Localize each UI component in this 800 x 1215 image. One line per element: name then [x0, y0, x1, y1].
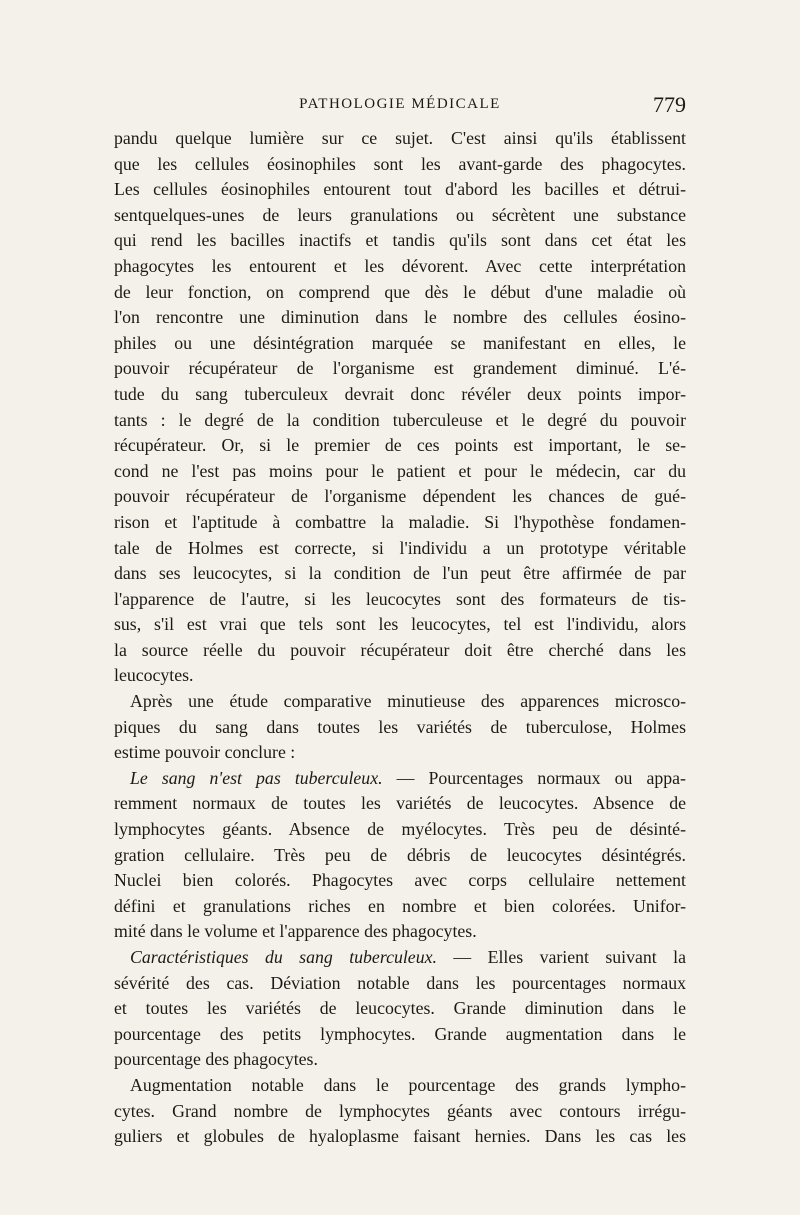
- italic-heading: Caractéristiques du sang tuberculeux.: [130, 947, 437, 967]
- text-line: Après une étude comparative minutieuse des apparences microsco-: [130, 691, 686, 712]
- text-line: gration cellulaire. Très peu de débris de leucocytes désintégrés.: [114, 844, 686, 865]
- text-line: philes ou une désintégration marquée se manifestant en elles, le: [114, 332, 686, 353]
- text-line: piques du sang dans toutes les variétés de tuberculose, Holmes: [114, 716, 686, 737]
- text-line: pouvoir récupérateur de l'organisme dépendent les chances de gué-: [114, 486, 686, 507]
- text-line: cond ne l'est pas moins pour le patient et pour le médecin, car du: [114, 460, 686, 481]
- text-line: rison et l'aptitude à combattre la maladie. Si l'hypothèse fondamen-: [114, 511, 686, 532]
- text-line: sévérité des cas. Déviation notable dans les pourcentages normaux: [114, 972, 686, 993]
- text-line: [114, 945, 686, 971]
- text-line: Augmentation notable dans le pourcentage des grands lympho-: [130, 1074, 686, 1095]
- text-line: mité dans le volume et l'apparence des phagocytes.: [114, 921, 477, 942]
- text-line: récupérateur. Or, si le premier de ces points est important, le se-: [114, 435, 686, 456]
- page-header: [114, 92, 686, 122]
- text-line: de leur fonction, on comprend que dès le début d'une maladie où: [114, 281, 686, 302]
- heading-continuation: — Pourcentages normaux ou appa-: [382, 767, 686, 788]
- text-line: leucocytes.: [114, 665, 194, 686]
- running-title: PATHOLOGIE MÉDICALE: [299, 96, 501, 112]
- text-line: qui rend les bacilles inactifs et tandis qu'ils sont dans cet état les: [114, 230, 686, 251]
- text-line: pouvoir récupérateur de l'organisme est grandement diminué. L'é-: [114, 358, 686, 379]
- text-line: dans ses leucocytes, si la condition de l'un peut être affirmée de par: [114, 563, 686, 584]
- text-line: la source réelle du pouvoir récupérateur doit être cherché dans les: [114, 639, 686, 660]
- text-line: tale de Holmes est correcte, si l'individu a un prototype véritable: [114, 537, 686, 558]
- text-line: lymphocytes géants. Absence de myélocytes. Très peu de désinté-: [114, 819, 686, 840]
- text-line: et toutes les variétés de leucocytes. Grande diminution dans le: [114, 998, 686, 1019]
- text-line: [114, 766, 686, 792]
- text-line: remment normaux de toutes les variétés de leucocytes. Absence de: [114, 793, 686, 814]
- text-line: Nuclei bien colorés. Phagocytes avec corps cellulaire nettement: [114, 870, 686, 891]
- text-line: l'apparence de l'autre, si les leucocytes sont des formateurs de tis-: [114, 588, 686, 609]
- text-line: cytes. Grand nombre de lymphocytes géants avec contours irrégu-: [114, 1100, 686, 1121]
- italic-heading: Le sang n'est pas tuberculeux.: [130, 767, 383, 788]
- text-line: pourcentage des phagocytes.: [114, 1049, 318, 1070]
- text-line: que les cellules éosinophiles sont les avant-garde des phagocytes.: [114, 153, 686, 174]
- text-line: sus, s'il est vrai que tels sont les leucocytes, tel est l'individu, alors: [114, 614, 686, 635]
- text-line: tants : le degré de la condition tuberculeuse et le degré du pouvoir: [114, 409, 686, 430]
- text-line: sentquelques-unes de leurs granulations ou sécrètent une substance: [114, 204, 686, 225]
- text-line: guliers et globules de hyaloplasme faisant hernies. Dans les cas les: [114, 1126, 686, 1147]
- text-line: défini et granulations riches en nombre et bien colorées. Unifor-: [114, 895, 686, 916]
- text-line: tude du sang tuberculeux devrait donc révéler deux points impor-: [114, 383, 686, 404]
- body-text: [114, 126, 686, 1150]
- text-line: estime pouvoir conclure :: [114, 742, 296, 763]
- page-number: 779: [653, 92, 686, 117]
- heading-continuation: — Elles varient suivant la: [436, 947, 686, 967]
- text-line: phagocytes les entourent et les dévorent. Avec cette interprétation: [114, 255, 686, 276]
- text-line: l'on rencontre une diminution dans le nombre des cellules éosino-: [114, 307, 686, 328]
- text-line: pourcentage des petits lymphocytes. Grande augmentation dans le: [114, 1023, 686, 1044]
- text-line: pandu quelque lumière sur ce sujet. C'est ainsi qu'ils établissent: [114, 128, 686, 148]
- text-line: Les cellules éosinophiles entourent tout d'abord les bacilles et détrui-: [114, 179, 686, 200]
